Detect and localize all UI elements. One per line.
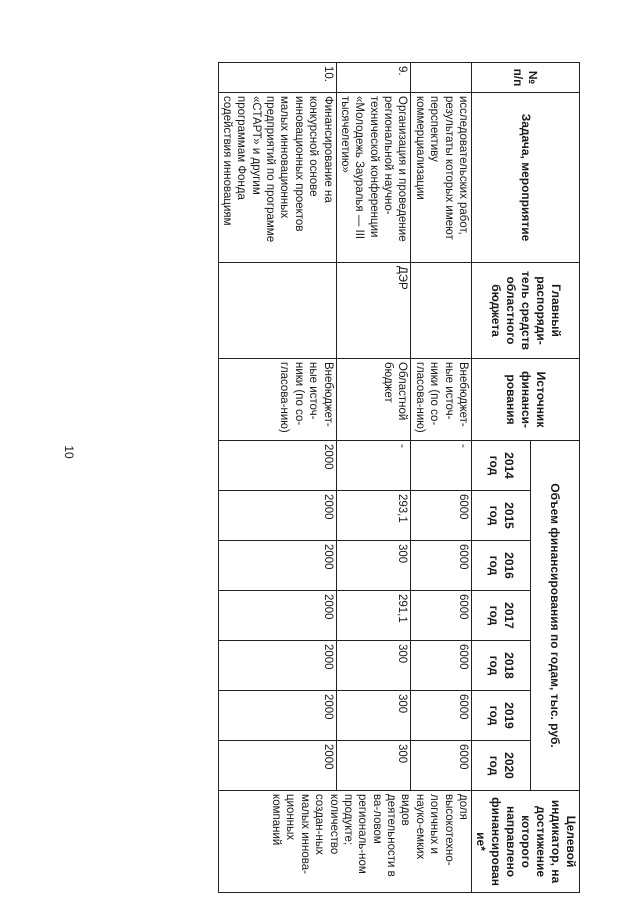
row-value: 6000 (411, 641, 472, 691)
row-task: исследовательских работ, результаты которых имеют перспективу коммерциализации (411, 93, 472, 263)
header-funding: Объем финансирования по годам, тыс. руб. (531, 441, 580, 791)
funding-table (218, 62, 580, 893)
row-num: 9. (336, 63, 411, 93)
row-task: Финансирование на конкурсной основе инновационных проектов малых инновационных предприятий по программе «СТАРТ» и другим программам Фонда содействия инновациям (218, 93, 336, 263)
header-year: 2016 год (472, 541, 531, 591)
header-year: 2019 год (472, 691, 531, 741)
row-value: 6000 (411, 541, 472, 591)
row-value: 6000 (411, 691, 472, 741)
row-manager (411, 263, 472, 359)
table-row (218, 63, 336, 893)
row-manager: ДЭР (336, 263, 411, 359)
header-year: 2015 год (472, 491, 531, 541)
row-source: Областной бюджет (336, 359, 411, 441)
row-source: Внебюджет-ные источ-ники (по со-гласова-нию) (218, 359, 336, 441)
row-value: 300 (336, 741, 411, 791)
header-row (531, 63, 580, 893)
header-manager: Главный распоряди-тель средств областного бюджета (472, 263, 580, 359)
row-value: 2000 (218, 641, 336, 691)
row-value: 2000 (218, 741, 336, 791)
row-value: 2000 (218, 441, 336, 491)
table-row (411, 63, 472, 893)
row-value: 6000 (411, 491, 472, 541)
row-manager (218, 263, 336, 359)
row-source: Внебюджет-ные источ-ники (по со-гласова-нию) (411, 359, 472, 441)
funding-table-container (60, 62, 580, 886)
row-value: 300 (336, 541, 411, 591)
table-row (336, 63, 411, 893)
row-value: 291,1 (336, 591, 411, 641)
row-value: 300 (336, 691, 411, 741)
row-task: Организация и проведение региональной научно-технической конференции «Молодежь Зауралья — III тысячелетию» (336, 93, 411, 263)
header-year: 2018 год (472, 641, 531, 691)
header-year: 2020 год (472, 741, 531, 791)
header-task: Задача, мероприятие (472, 93, 580, 263)
row-value: 2000 (218, 491, 336, 541)
row-value: 2000 (218, 691, 336, 741)
row-value: 6000 (411, 741, 472, 791)
page-number: 10 (62, 445, 76, 459)
row-value: 293,1 (336, 491, 411, 541)
header-year: 2014 год (472, 441, 531, 491)
header-num: № п/п (472, 63, 580, 93)
header-indicator: Целевой индикатор, на достижение которого направлено финансирование* (472, 791, 580, 893)
header-year: 2017 год (472, 591, 531, 641)
header-source: Источник финанси-рования (472, 359, 580, 441)
row-num (411, 63, 472, 93)
row-value: 2000 (218, 541, 336, 591)
row-indicator: доля высокотехно-логичных и науко-емких видов деятельности в ва-ловом региональ-ном продукте; количество создан-ных малых иннова-ционных компаний (218, 791, 471, 893)
row-value: - (336, 441, 411, 491)
row-value: 300 (336, 641, 411, 691)
row-value: 2000 (218, 591, 336, 641)
row-num: 10. (218, 63, 336, 93)
row-value: 6000 (411, 591, 472, 641)
row-value: - (411, 441, 472, 491)
